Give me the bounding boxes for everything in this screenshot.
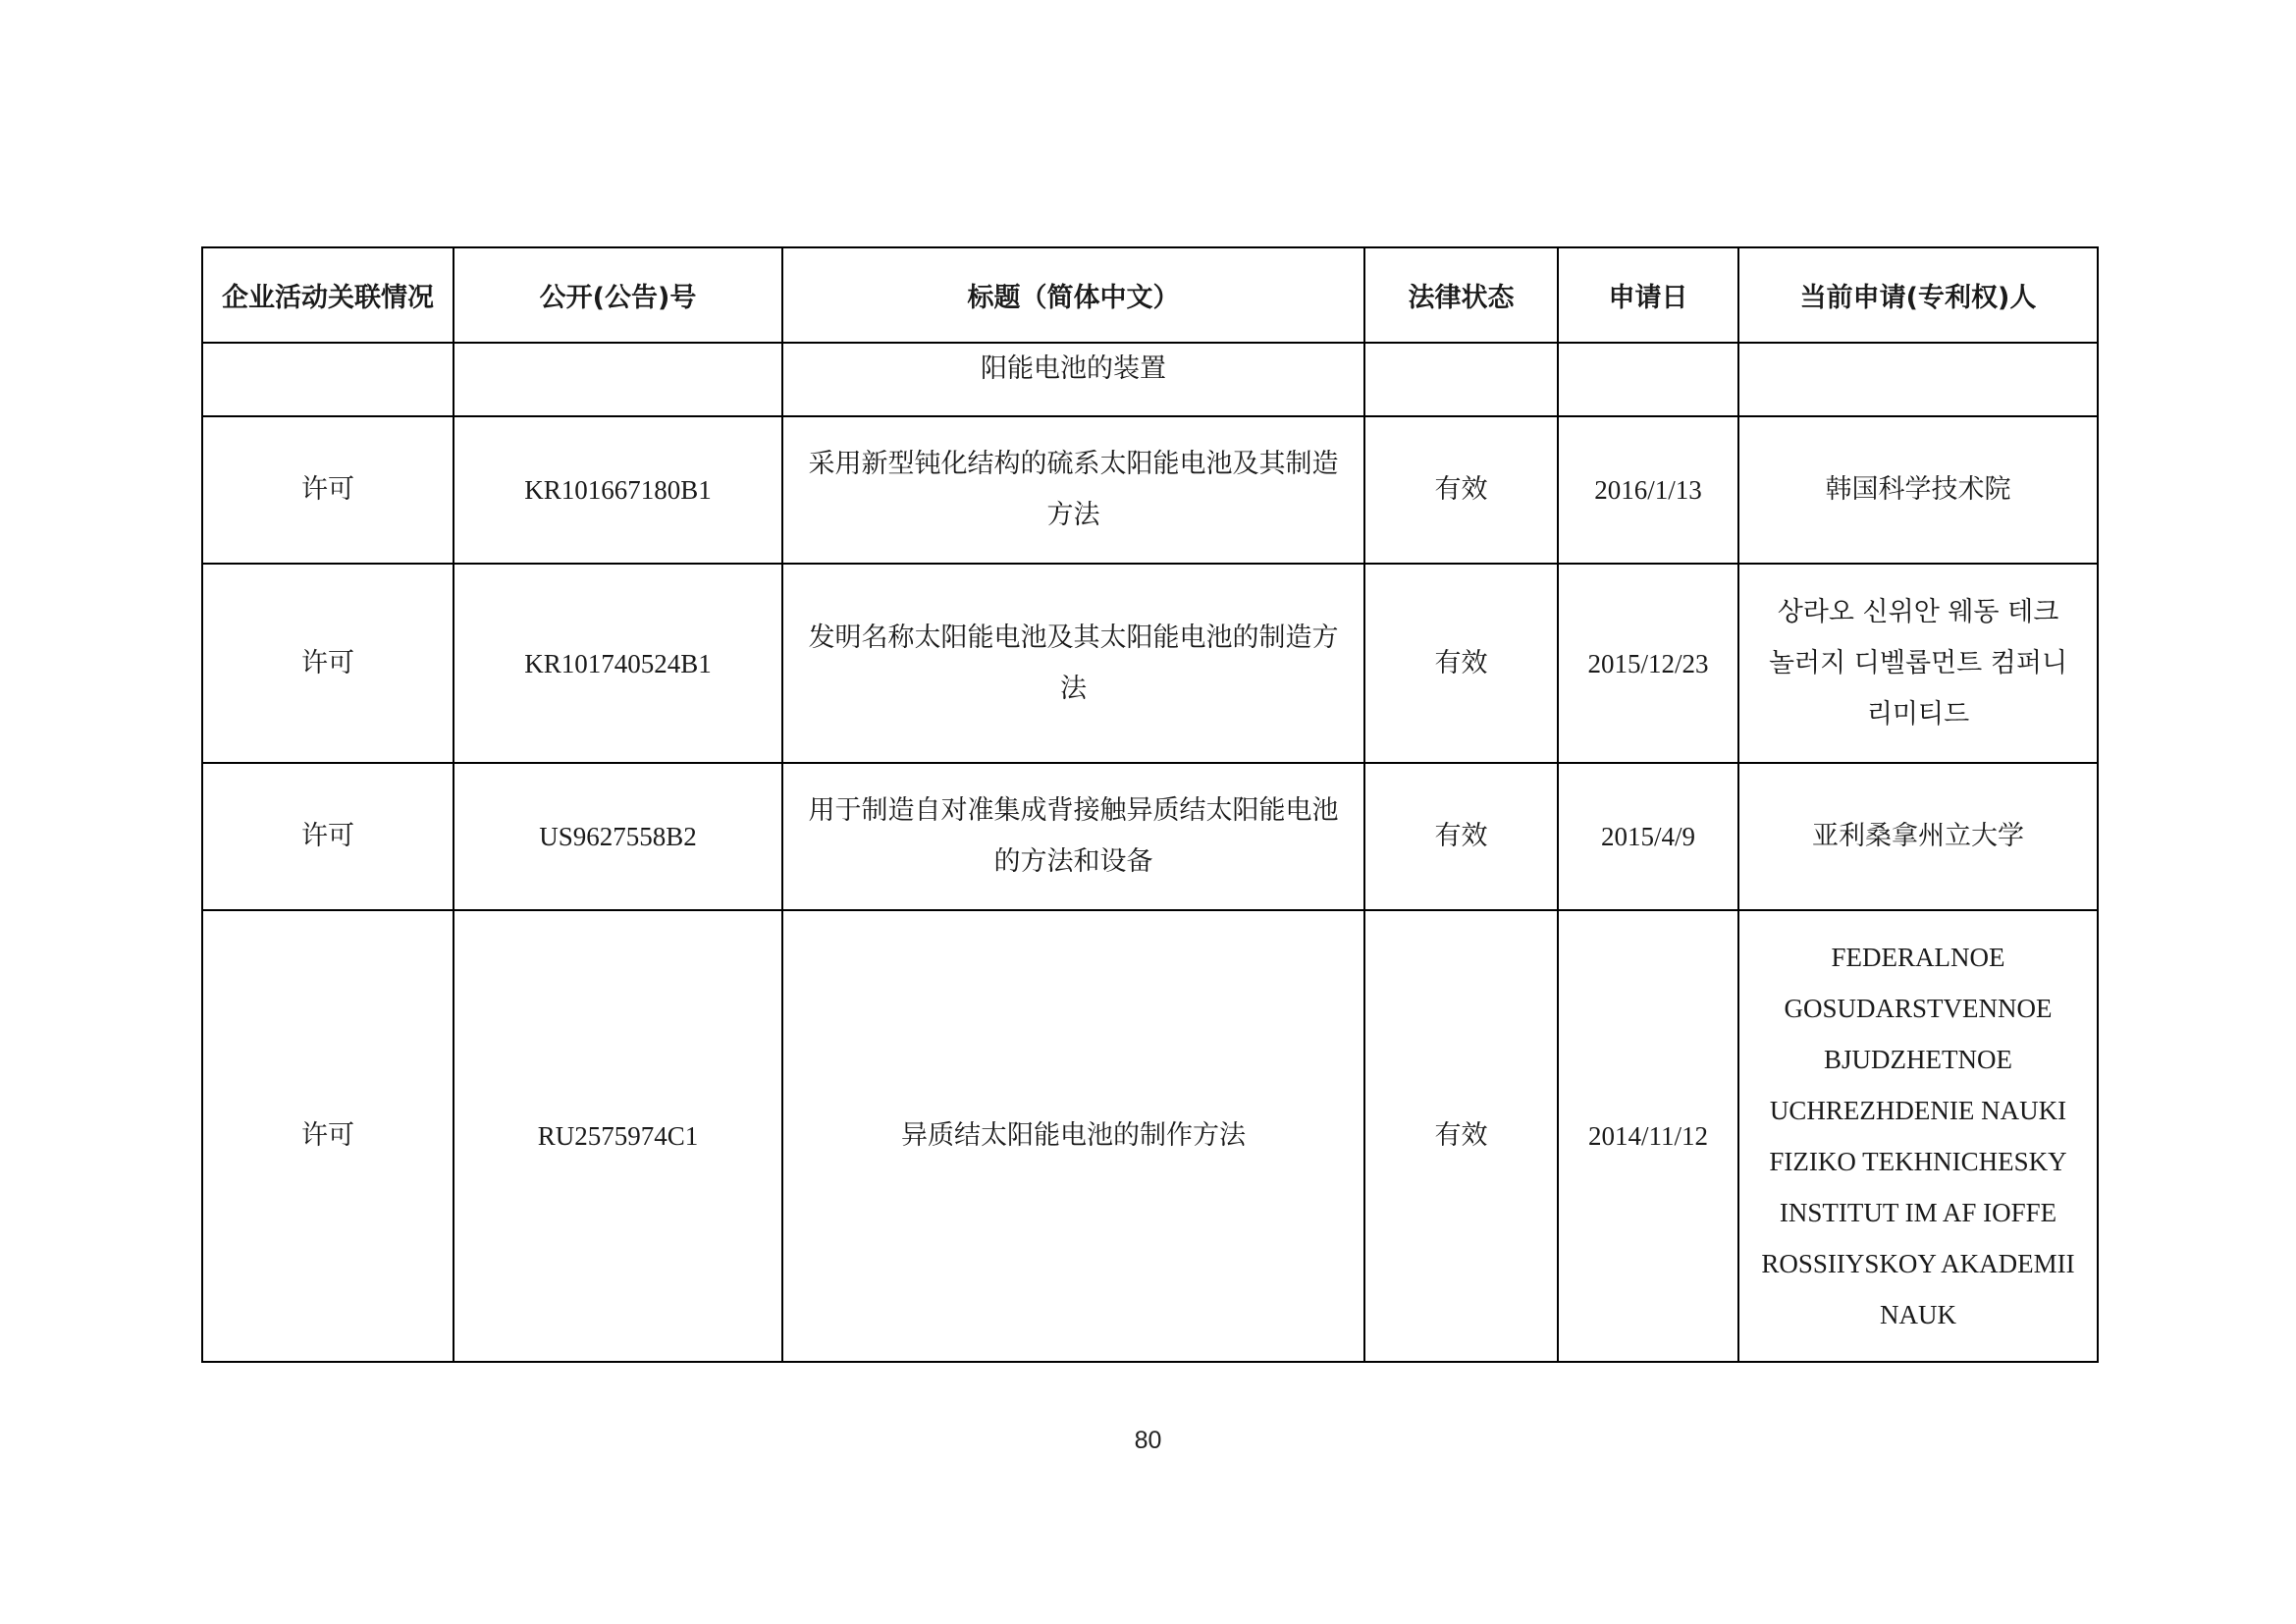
header-status: 法律状态 (1364, 247, 1558, 343)
cell-date: 2015/4/9 (1558, 763, 1738, 910)
header-applicant: 当前申请(专利权)人 (1738, 247, 2098, 343)
cell-date: 2015/12/23 (1558, 564, 1738, 763)
cell-title: 用于制造自对准集成背接触异质结太阳能电池的方法和设备 (782, 763, 1364, 910)
cell-status (1364, 343, 1558, 416)
cell-status: 有效 (1364, 416, 1558, 564)
cell-title: 采用新型钝化结构的硫系太阳能电池及其制造方法 (782, 416, 1364, 564)
table-row (202, 910, 2098, 1362)
cell-title: 阳能电池的装置 (782, 343, 1364, 416)
cell-relation: 许可 (202, 910, 454, 1362)
cell-date (1558, 343, 1738, 416)
cell-relation: 许可 (202, 416, 454, 564)
cell-applicant (1738, 343, 2098, 416)
cell-relation (202, 343, 454, 416)
cell-pub-no: US9627558B2 (454, 763, 782, 910)
cell-pub-no (454, 343, 782, 416)
cell-pub-no: KR101667180B1 (454, 416, 782, 564)
cell-status: 有效 (1364, 763, 1558, 910)
cell-status: 有效 (1364, 564, 1558, 763)
cell-status: 有效 (1364, 910, 1558, 1362)
page-number: 80 (1134, 1427, 1162, 1454)
cell-date: 2014/11/12 (1558, 910, 1738, 1362)
header-title: 标题（简体中文） (782, 247, 1364, 343)
header-relation: 企业活动关联情况 (202, 247, 454, 343)
table-row (202, 564, 2098, 763)
table-row (202, 416, 2098, 564)
cell-relation: 许可 (202, 763, 454, 910)
cell-applicant: FEDERALNOE GOSUDARSTVENNOE BJUDZHETNOE UCHREZHDENIE NAUKI FIZIKO TEKHNICHESKY INSTITUT IM AF IOFFE ROSSIIYSKOY AKADEMII NAUK (1738, 910, 2098, 1362)
table-row (202, 763, 2098, 910)
cell-pub-no: KR101740524B1 (454, 564, 782, 763)
cell-applicant: 韩国科学技术院 (1738, 416, 2098, 564)
header-pub-no: 公开(公告)号 (454, 247, 782, 343)
header-date: 申请日 (1558, 247, 1738, 343)
cell-pub-no: RU2575974C1 (454, 910, 782, 1362)
cell-title: 发明名称太阳能电池及其太阳能电池的制造方法 (782, 564, 1364, 763)
cell-applicant: 상라오 신위안 웨동 테크놀러지 디벨롭먼트 컴퍼니 리미티드 (1738, 564, 2098, 763)
cell-title: 异质结太阳能电池的制作方法 (782, 910, 1364, 1362)
patent-table (201, 246, 2099, 1363)
header-row (202, 247, 2098, 343)
cell-date: 2016/1/13 (1558, 416, 1738, 564)
table-row-continuation (202, 343, 2098, 416)
cell-relation: 许可 (202, 564, 454, 763)
cell-applicant: 亚利桑拿州立大学 (1738, 763, 2098, 910)
